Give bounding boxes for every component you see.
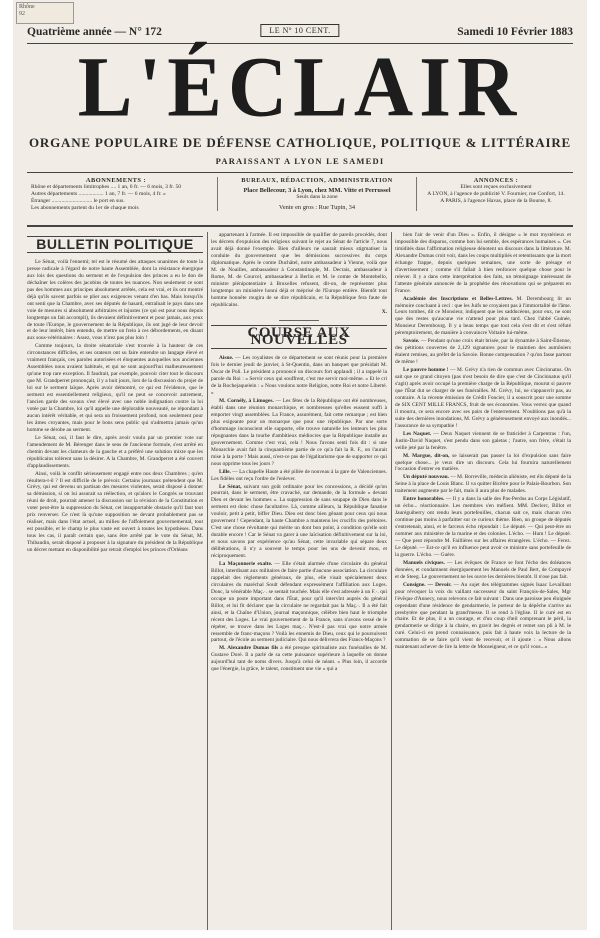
bulletin-paragraph: Comme toujours, la droite sénatoriale s'est trouvée à la hauteur de ces circonstances difficiles, et ses orateurs ont su faire entendre un langage élevé et vraiment français, ces paroles autorisées et éloquentes auxquelles nos anciennes Assemblées nous avaient habitués, et qui ne sont aujourd'hui malheureusement qu'une trop rare exception. Il faudrait, par exemple, pouvoir citer tout le discours que M. Grandperret prononçait, il y a huit jours, lors de la discussion du projet de loi sur le serment laïque. Après avoir démontré, ce qui est l'évidence, que le serment est essentiellement religieux, qu'il ne peut se concevoir autrement, l'ancien garde des sceaux s'est élevé avec une noble indignation contre la loi votée par la Chambre, loi qu'il appelle une déplorable nouveauté, ne répondant à aucun intérêt véritable, et qui sera un froissement profond, non seulement pour les âmes croyantes, mais pour le bons sens public qui n'admettra jamais qu'un homme se dérobe au serment.: [27, 343, 203, 433]
news-section: [395, 453, 571, 474]
news-item: [211, 561, 387, 644]
news-item-text: — Les royalistes de ce département se sont réunis pour la première fois le dernier jeudi de janvier, à St-Quentin, dans un banquet que présidait M. Oscar de Poli. Le président a prononcé un discours fort applaudi ; il a rappelé la parole du Roi : « Servir ceux qui souffrent, c'est me servir moi-même. » Et le cri de la Rochejaquelein : « Nous voulons notre Religion, notre Roi et notre Liberté. »: [211, 355, 387, 397]
news-section-title: M. Margue, dit-on,: [403, 452, 450, 459]
masthead-subtitle: ORGANE POPULAIRE DE DÉFENSE CATHOLIQUE, POLITIQUE & LITTÉRAIRE: [29, 135, 571, 150]
news-section-title: Consigne. — Devoir.: [403, 581, 452, 588]
news-item-lead: Le Sénat,: [219, 483, 242, 490]
column-3-continuation: bien l'air de venir d'un Dieu ». Enfin, il désigne « le mot mystérieux et impossible des disparus, comme bon lui semble, des espérances humaines ». Ces timidités dans l'affirmation religieuse dénotent un discours dans la littérature. M. Alexandre Dumas croit voir, dans les coups multipliés et retentissants que la mort échange frappe, depuis quelques semaines, une sorte de présage et d'avertissement ; comme s'il fallait à bien renfoncer quelque chose pour le relever. Il y a dans cette interprétation des faits, un témoignage intéressant de l'attente générale annoncée de la prophétie des rénovations qui se préparent en France.: [395, 232, 571, 294]
news-section-title: Un député nouveau.: [403, 474, 450, 481]
offices-title: BUREAUX, RÉDACTION, ADMINISTRATION: [241, 177, 393, 184]
offices-address: Place Bellecour, 3 à Lyon, chez MM. Vitte et Perrussel: [243, 187, 391, 194]
bulletin-paragraph: Le Sénat, oui, il faut le dire, après avoir voulu par un premier vote sur l'amendement de M. Bérenger dans le sens de l'ancienne formule, s'est arrêté en chemin devant les clameurs de la gauche et a préféré une solution mixte que les républicains tolèrent sans la désirer. A la Chambre, M. Grandperret a été couvert d'applaudissements.: [27, 434, 203, 469]
news-item: [211, 645, 387, 673]
news-section-title: Le pauvre homme !: [403, 367, 449, 374]
news-section-text: — Pendant qu'une croix était brisée, par la dynamite à Saint-Étienne, des pétitions couvertes de 2,129 signatures pour le maintien des aumôniers étaient remises, au préfet de la Savoie. Bonne compensation ? qu'on fasse partout de même !: [395, 338, 571, 366]
subscription-line: Rhône et départements limitrophes .... 1 an, 6 fr. — 6 mois, 3 fr. 50: [31, 184, 182, 190]
news-item-lead: Lille.: [219, 468, 231, 475]
bulletin-heading: BULLETIN POLITIQUE: [27, 236, 203, 253]
divider: [279, 320, 319, 321]
news-item: [211, 355, 387, 397]
news-section: [395, 296, 571, 338]
archive-stamp: [16, 2, 74, 24]
news-item-lead: M. Cornély, à Limoges.: [219, 398, 274, 405]
news-item-lead: La Maçonnerie exalte.: [219, 560, 273, 567]
news-heading: COURSE AUX NOUVELLES: [211, 325, 387, 349]
news-item: [211, 398, 387, 468]
offices-note: Seuls dans la zone: [296, 194, 338, 200]
column-1: [27, 232, 203, 930]
bulletin-body: [27, 259, 203, 554]
issue-number: — N° 172: [114, 26, 162, 38]
article-columns: [27, 232, 573, 930]
news-item: [211, 484, 387, 560]
info-bar: [27, 172, 573, 227]
masthead-title: L'ÉCLAIR: [77, 38, 523, 135]
news-section-text: — M. Borreville, médecin aliéniste, est élu député de la Seine à la place de Louis Blanc. Il va quitter Bicêtre pour le Palais-Bourbon. Son traitement augmente par le fait, mais il aura plus de malades.: [395, 474, 571, 495]
issue-price: LE Nº 10 CENT.: [260, 24, 339, 37]
ads-line: Elles sont reçues exclusivement: [460, 184, 532, 190]
news-section-text: — Au sujet des télégrammes signés Isaac Levaillant pour révoquer la voix du vaillant successeur du saint François-de-Sales, Mgr l'évêque d'Annecy, nous relevons ce fait suivant : Dans une paroisse peu éloignée cependant d'une résidence de gendarmerie, le porteur de la dépêche s'arrive au presbytère que pendant la grand'messe. Il se rend à l'église. Il le curé est en chaire. Et de plus, il a un courage, et d'un coup d'œil comprenant le péril, la gendarmerie se dirige à la chaire, en gravit les degrés et remet son pli à M. le curé. Celui-ci en prend connaissance, puis fait à haute voix la lecture de la sommation de se faire qu'il vient de recevoir, et il ajoute : « Nous allons maintenant achever de lire la lettre de Monseigneur, et ce qu'il vous...»: [395, 581, 571, 651]
issue-info: [27, 26, 162, 38]
news-section-text: — M. Grévy n'a rien de commun avec Cincinnatus. On sait que ce grand citoyen (pas n'est besoin de dire que c'est de Cincinnatus qu'il s'agit) après avoir occupé la première charge de la République, mourut si pauvre que l'État dut se charger de ses funérailles. M. Grévy, lui, ne s'appauvrit pas, au contraire. A la récente émission de Crédit Foncier, il a souscrit pour une somme de SIX CENT MILLE FRANCS, fruit de ses économies. Vous verrez que quand il mourra, ce sera encore avec ses pairs de l'enterrement. N'oublions pas qu'à la suite des dernières inondations, M. Grévy a généreusement envoyé aux inondés... l'assurance de sa sympathie !: [395, 367, 571, 429]
column-separator: [391, 232, 392, 930]
news-section-title: Savoie.: [403, 338, 420, 345]
column-3: [395, 232, 571, 930]
news-section: [395, 560, 571, 581]
ads-line: A LYON, à l'agence de publicité V. Fournier, rue Confort, 14.: [427, 191, 565, 197]
newspaper-page: [13, 0, 587, 930]
news-section-title: Académie des Inscriptions et Belles-Lettres.: [403, 295, 513, 302]
news-section: [395, 582, 571, 652]
news-item-text: a été presque spiritualiste aux funérailles de M. Gustave Doré. Il a parlé de sa cette puissance supérieure à laquelle on donne aujourd'hui tant de noms divers. Jusqu'à celui de néant. » Plus loin, il accorde que l'énergie, la grâce, le talent, constituent une vie « qui a: [211, 645, 387, 673]
bulletin-signature: X.: [381, 309, 387, 316]
news-section: [395, 338, 571, 366]
bulletin-paragraph: Ainsi, voilà le conflit sérieusement engagé entre nos deux Chambres ; qu'en résultera-t-il ? Il est difficile de le prévoir. Certains journaux prétendent que M. Grévy, qui est devenu un partisan des mesures violentes, serait disposé à donner sa démission, si on lui assurait sa réélection, et qu'alors le Congrès se trouvant réuni de droit, pourrait amener la discussion sur la révision de la Constitution et voter peut-être la suppression du Sénat, cet insupportable obstacle qu'il faut tout prix renverser. Ce n'est là qu'une supposition ne devant probablement pas se réaliser, mais dans l'état actuel, au milieu de l'affolement gouvernemental, tout est possible, et le champ le plus vaste est ouvert à toutes les hypothèses. Dans tous les cas, il paraît certain que, sans être arrêté par le vote du Sénat, M. Thibaudin, serait disposé à proposer à la signature du président de la République un décret mettant en disponibilité par retrait d'emploi les princes d'Orléans: [27, 470, 203, 554]
news-section-text: M. Derembourg lit un mémoire concluant à ceci : que les Juifs ne croyaient pas à l'immortalité de l'âme. Leurs tombes, dit ce Monsieur, indiquent que les sadducéens, pour eux, ne sont que des restes qu'aucune vie n'attend pour plus tard. Chez l'abbé Guinée, Monsieur Derembourg. Il y a beau temps que tout cela s'est dit et s'est réfuté péremptoirement, de manière à convaincre Voltaire lui-même.: [395, 295, 571, 337]
issue-year: Quatrième année: [27, 26, 112, 38]
ads-title: ANNONCES :: [473, 177, 519, 184]
news-section-text: — Il y a dans la salle des Pas-Perdus au Corps Législatif, un écho... réactionnaire. Les membres s'en méfient. MM. Declerc, Billot et Jauréguiberry ont rendu leurs portefeuilles, chacun sait ce, mais chacun n'en continue pas moins à parfaitter sur ce curieux thème. Bien, un groupe de députés s'entretenait, ainsi, et le farceux écho répondait : Le député. — Qui peut-être on nommer aux ministère de la marine et des colonies. L'écho. — Hum ! Le député. — Que peut répondre M. Faillières sur les affaires étrangères. L'écho. — Ferez. Le député. — Est-ce qu'il en influence peut avoir ce ministre sans portefeuille de la guerre. L'écho. — Guère.: [395, 496, 571, 558]
news-section-text: — Deux Naquet viennent de se fraticider à Carpentras : l'un, Justin-David Naquet, s'est pendu dans son galetas ; l'autre, son frère, s'était la veille jeté par la fenêtre.: [395, 430, 571, 451]
news-section: [395, 367, 571, 430]
news-section-text: — Les évêques de France se font l'écho des doléances données, et condamnent énergiquement les Manuels de Paul Bert, de Compayré et de Steeg. Le gouvernement ne les ouvre les dernières bientôt. Il n'ose pas fait.: [395, 559, 571, 580]
wholesale-sale: Vente en gros : Rue Tupin, 34: [278, 204, 356, 211]
news-item-text: — Elle s'était alarmée d'une circulaire du général Billot, interdisant aux militaires de faire partie d'aucune association. La circulaire rappelait des règlements généraux, de plus, elle visait spécialement deux circulaires du maréchal Soult défendant expressément l'affiliation aux Loges. Donc, la vénérable Maç.·. se sentait touchée. Mais elle s'est adressée à un F.·. qui occupe un poste important dans l'État, pour qu'il intervînt auprès du général Billot, et lui fit déclarer que la circulaire ne regardait pas la Maç.·. Il a été fait ainsi, et la Chaîne d'Union, journal maçonnique, célèbre bien haut le triomphe récent des Loges. Le vrai gouvernement de la France, sans n'avons cessé de le répéter, se trouve dans les Loges maç.·. N'est-il pas vrai que notre armée ressemble de franc-maçons ? Voilà les ennemis de Dieu, ceux qui le poursuivent partout, de l'école au serment judiciaire. Qui nous délivrera des Francs-Maçons ?: [211, 560, 387, 644]
news-item-lead: Aisne.: [219, 355, 234, 362]
bulletin-continuation: appartenant à l'armée. Il est impossible de qualifier de pareils procédés, dont les décrets d'expulsion des religieux suivant le rejet au Sénat de l'article 7, nous avait déjà donné l'exemple. Bien d'ailleurs ne saurait mieux stigmatiser la conduite du gouvernement que les démissions successives du corps diplomatique. Après le comte Duchâtel, notre ambassadeur à Vienne, voilà que M. de Noailles, ambassadeur à Constantinople, M. Decrais, ambassadeur à Rome, M. de Courcel, ambassadeur à Berlin et M. le comte de Montebello, ministre plénipotentiaire à Bruxelles refusent, dit-on, de représenter plus longtemps un ministère honni déjà et méprisé de l'Europe entière. Bientôt tout homme honnête rougira de se dire républicain, et la République fera faute de républicains.: [211, 232, 387, 308]
subscription-line: Étranger ............................. le port en sus.: [31, 198, 125, 204]
news-section-title: Entre honorables.: [403, 496, 445, 503]
column-2: [211, 232, 387, 930]
ads-line: A PARIS, à l'agence Havas, place de la Bourse, 8.: [440, 198, 552, 204]
news-item: [211, 469, 387, 483]
subscription-line: Les abonnements partent du 1er de chaque mois: [31, 205, 139, 211]
news-section: [395, 474, 571, 495]
stamp-line-2: 92: [19, 11, 25, 17]
bulletin-paragraph: Le Sénat, voilà l'ennemi; tel est le résumé des attaques unanimes de toute la presse radicale à l'égard de notre haute Assemblée, dont la résistance énergique aux lois des questions du serment et de l'expulsion des princes a eu le don de déchaîner les colères des jacobins de toutes les nuances. Non seulement ce sont pas des hommes aux principes absolument arrêtés, cela est vrai, et ils ont montré déjà qu'ils savent parfois se plier aux exigences venant d'en bas. Mais lorsqu'ils ont senti que la Chambre, avec ses députés de hasard, entraînait le pays dans une voie de mesures si absolument arbitraires et injustes (ce qui est pour nous depuis longtemps un fait accompli), ils devaient définitivement et pour jamais, aux yeux de toute l'Europe, le gouvernement de la République, ils ont jugé de leur devoir et de leur intérêt, bien entendu, de mettre un frein à ces débordements, en disant aux sous-vétérinaires : Assez, vous n'irez pas plus loin !: [27, 258, 203, 342]
column-separator: [207, 232, 208, 930]
subscriptions-lines: [31, 184, 201, 212]
news-item-text: — Les fêtes de la République ont été nombreuses, établi dans une réunion monarchique, et nombreuses qu'elles eussent suffi à emporter vingt assemblées. La France, assurément, fait cette remarque ; est bien plus exigeante pour un monarque que pour une république. Par une sorte d'hommage inconscient elle supporte, elle trouve naturelle les lenteurs les plus répugnantes dans la tourbe d'ambitieux médiocres que la République installe au gouvernement. Comme c'est vrai, cela ! Nous l'avons senti fois dit : si une Monarchie avait fait la cinquantième partie de ce qu'a fait la R. F., on l'aurait mise à la porte ! Mais aussi, n'est-ce pas de l'égalitarisme que de supporter ce qui nous opprime tous les jours ?: [211, 398, 387, 467]
news-item-text: — La chapelle Haute a été pillée de nouveau à la gare de Valenciennes. Les fidèles ont reçu l'ordre de l'enlever.: [211, 468, 387, 482]
offices-box: [217, 177, 417, 211]
news-section: [395, 431, 571, 452]
news-section-title: Manuels civiques.: [403, 559, 445, 566]
subscriptions-box: [31, 177, 201, 212]
news-section: [395, 496, 571, 559]
ads-box: [421, 177, 571, 205]
news-section-text: se laisserait pas passer la loi d'expulsion sans faire quelque chose... je veux dire un discours. Cela lui fournira naturellement l'occasion d'entrer en matière.: [395, 452, 571, 473]
news-section-title: Les Naquet.: [403, 430, 432, 437]
column-3-sections: [395, 296, 571, 652]
subscriptions-title: ABONNEMENTS :: [85, 177, 147, 184]
issue-date: Samedi 10 Février 1883: [457, 26, 573, 38]
ads-lines: [421, 184, 571, 205]
news-item-text: suivant son goût ordinaire pour les concessions, a décidé qu'on pourrait, dans le serment, être cravaché, sur demande, de la formule « devant Dieu et devant les hommes ». La suppression de sans soupape de Dieu dans le serment est donc chose facultative. Là, comme ailleurs, la République fanatise vouloir, petit à petit, biffer Dieu. Dieu est donc bien gênant pour ceux qui nous gouvernent ! Cependant, la haute Chambre a maintenu les crucifix des prétoires. C'est une chose révoltante qui mérite un dont bon point, à condition qu'elle soit durable encore ! Car le Sénat va garer à une laïcisation définitivement sur la loi, et nous savons par expérience qu'au Sénat, cette invariable qui sépare deux délibérations, il n'y a souvent le temps pour les uns de devenir mou, et réciproquement.: [211, 483, 387, 560]
news-item-lead: M. Alexandre Dumas fils: [219, 645, 279, 652]
subscription-line: Autres départements .................. 1 an, 7 fr. — 6 mois, 4 fr. »: [31, 191, 166, 197]
news-items: [211, 355, 387, 673]
stamp-line-1: Rhône: [19, 4, 35, 10]
masthead-tagline: PARAISSANT A LYON LE SAMEDI: [215, 156, 385, 166]
